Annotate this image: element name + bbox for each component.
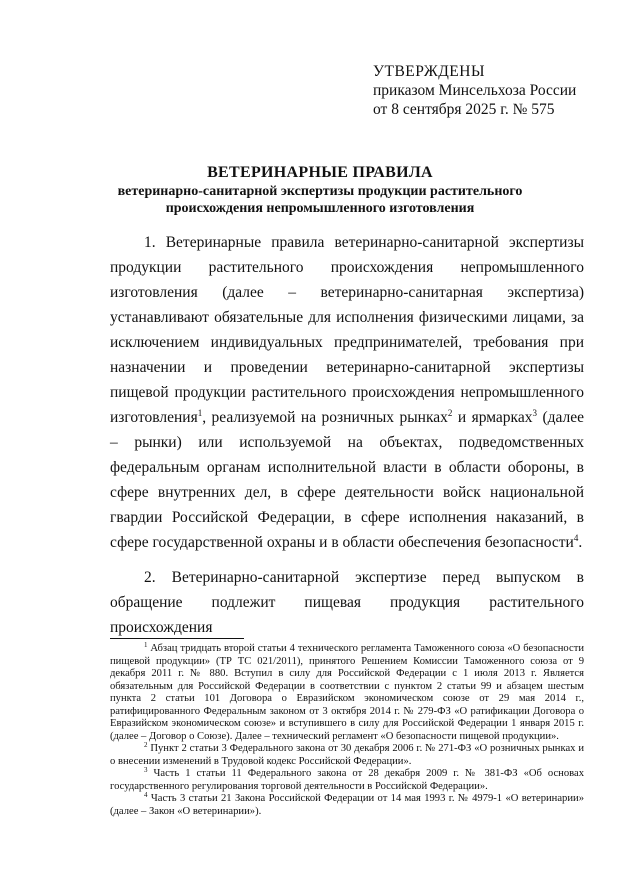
footnote-1 <box>110 643 584 743</box>
footnote-mark: 4 <box>144 791 148 799</box>
footnote-ref-1: 1 <box>197 408 203 418</box>
footnote-text: Часть 1 статьи 11 Федерального закона от 28 декабря 2009 г. № 381-ФЗ «Об основах государственного регулирования торговой деятельности в Российской Федерации». <box>110 768 584 792</box>
footnote-mark: 3 <box>144 766 148 774</box>
footnote-text: Абзац тридцать второй статьи 4 технического регламента Таможенного союза «О безопасности пищевой продукции» (ТР ТС 021/2011), принятого Решением Комиссии Таможенного союза от 9 декабря 2011 г. № 880. Вступил в силу для Российской Федерации с 1 июля 2013 г. Является обязательным для Российской Федерации в соответствии с пунктом 2 статьи 99 и абзацем шестым пункта 2 статьи 101 Договора о Евразийском экономическом союзе от 29 мая 2014 г., ратифицированного Федеральным законом от 3 октября 2014 г. № 279-ФЗ «О ратификации Договора о Евразийском экономическом союзе» и вступившего в силу для Российской Федерации 1 января 2015 г. (далее – Договор о Союзе). Далее – технический регламент «О безопасности пищевой продукции». <box>110 643 584 742</box>
document-heading <box>60 163 580 217</box>
approval-date: от 8 сентября 2025 г. № 575 <box>373 101 555 118</box>
paragraph-1-text: . <box>578 534 583 551</box>
footnote-text: Часть 3 статьи 21 Закона Российской Федерации от 14 мая 1993 г. № 4979-1 «О ветеринарии» (далее – Закон «О ветеринарии»). <box>110 793 584 817</box>
footnote-3 <box>110 768 584 793</box>
footnote-mark: 1 <box>144 641 148 649</box>
paragraph-2: 2. Ветеринарно-санитарной экспертизе перед выпуском в обращение подлежит пищевая продукция растительного происхождения <box>110 569 584 636</box>
footnotes <box>110 643 584 818</box>
paragraph-1-text: , реализуемой на розничных рынках <box>202 409 448 426</box>
footnote-2 <box>110 743 584 768</box>
paragraph-1-text: (далее – рынки) или используемой на объектах, подведомственных федеральным органам исполнительной власти в области обороны, в сфере внутренних дел, в сфере деятельности войск национальной гвардии Российской Федерации, в сфере исполнения наказаний, в сфере государственной охраны и в области обеспечения безопасности <box>110 409 584 551</box>
approval-title: УТВЕРЖДЕНЫ <box>373 63 485 80</box>
footnote-4 <box>110 793 584 818</box>
footnote-ref-4: 4 <box>573 533 579 543</box>
footnote-text: Пункт 2 статьи 3 Федерального закона от 30 декабря 2006 г. № 271-ФЗ «О розничных рынках и о внесении изменений в Трудовой кодекс Российской Федерации». <box>110 743 584 767</box>
paragraph-1 <box>110 230 584 555</box>
paragraph-1-text: и ярмарках <box>452 409 533 426</box>
footnote-ref-2: 2 <box>447 408 453 418</box>
paragraph-1-text: 1. Ветеринарные правила ветеринарно-санитарной экспертизы продукции растительного происхождения непромышленного изготовления (далее – ветеринарно-санитарная экспертиза) устанавливают обязательные для исполнения физическими лицами, за исключением индивидуальных предпринимателей, требования при назначении и проведении ветеринарно-санитарной экспертизы пищевой продукции растительного происхождения непромышленного изготовления <box>110 234 584 426</box>
approval-order: приказом Минсельхоза России <box>373 82 577 99</box>
footnote-ref-3: 3 <box>532 408 537 418</box>
footnote-separator <box>110 638 244 639</box>
approval-block <box>373 62 576 119</box>
document-subtitle-line2: происхождения непромышленного изготовления <box>165 201 475 216</box>
document-subtitle-line1: ветеринарно-санитарной экспертизы продукции растительного <box>117 184 523 199</box>
document-title: ВЕТЕРИНАРНЫЕ ПРАВИЛА <box>207 164 433 181</box>
document-body <box>110 230 584 640</box>
footnote-mark: 2 <box>144 741 148 749</box>
